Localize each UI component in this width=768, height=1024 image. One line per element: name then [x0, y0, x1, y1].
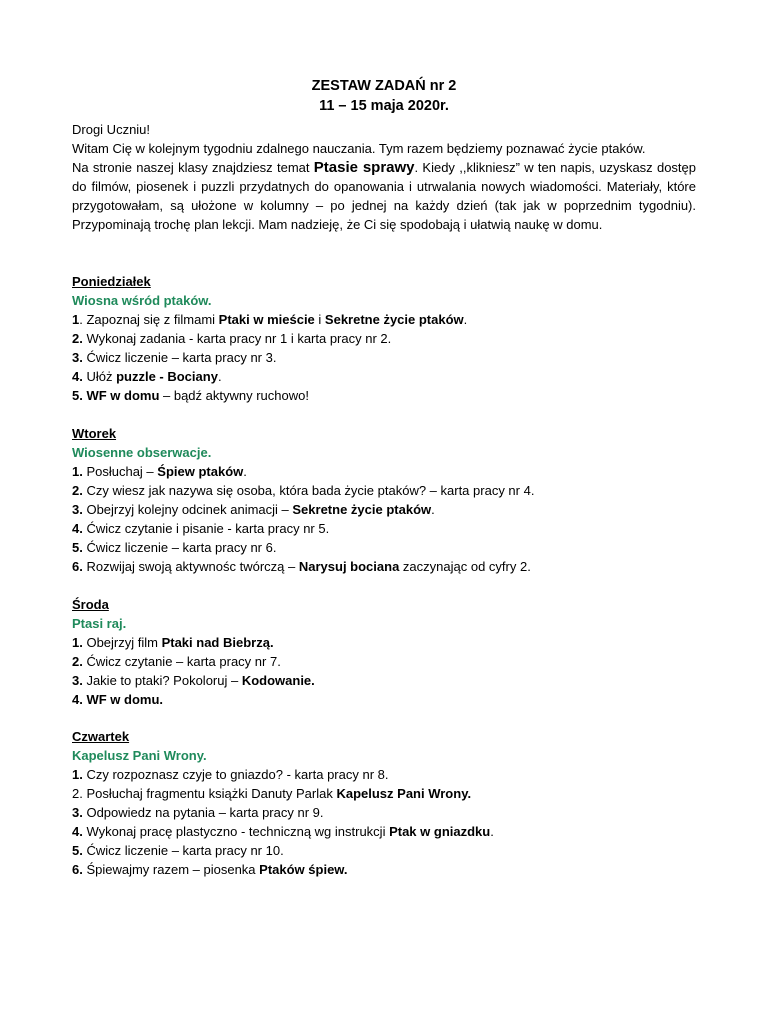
task-item: 4. Ułóż puzzle - Bociany.: [72, 369, 222, 384]
intro-text: . Kiedy ,,klikniesz” w ten napis, uzyskasz dostęp do filmów, piosenek i puzzli przydatnych do opanowania i utrwalania nowych wiadomości. Materiały, które przygotowałam, są ułożone w kolumny – po jednej na każdy dzień (tak jak w poprzednim tygodniu). Przypominają trochę plan lekcji. Mam nadzieję, że Ci się spodobają i ułatwią naukę w domu.: [72, 160, 696, 232]
task-item: 6. Rozwijaj swoją aktywnośc twórczą – Narysuj bociana zaczynając od cyfry 2.: [72, 559, 531, 574]
task-item: 5. WF w domu – bądź aktywny ruchowo!: [72, 388, 309, 403]
day-topic: Ptasi raj.: [72, 616, 127, 631]
task-item: 2. Czy wiesz jak nazywa się osoba, która bada życie ptaków? – karta pracy nr 4.: [72, 483, 535, 498]
task-item: 3. Jakie to ptaki? Pokoloruj – Kodowanie.: [72, 673, 315, 688]
task-item: 6. Śpiewajmy razem – piosenka Ptaków śpiew.: [72, 862, 348, 877]
task-item: 5. Ćwicz liczenie – karta pracy nr 10.: [72, 843, 284, 858]
task-item: 4. WF w domu.: [72, 692, 163, 707]
task-item: 3. Ćwicz liczenie – karta pracy nr 3.: [72, 350, 277, 365]
document-dates: 11 – 15 maja 2020r.: [319, 98, 449, 114]
day-name: Poniedziałek: [72, 274, 151, 289]
day-topic: Kapelusz Pani Wrony.: [72, 748, 207, 763]
task-item: 5. Ćwicz liczenie – karta pracy nr 6.: [72, 540, 277, 555]
task-item: 4. Wykonaj pracę plastyczno - techniczną wg instrukcji Ptak w gniazdku.: [72, 824, 494, 839]
day-name: Wtorek: [72, 426, 117, 441]
task-item: 3. Odpowiedz na pytania – karta pracy nr 9.: [72, 805, 324, 820]
intro-line: Witam Cię w kolejnym tygodniu zdalnego nauczania. Tym razem będziemy poznawać życie ptaków.: [72, 141, 646, 156]
task-item: 1. Obejrzyj film Ptaki nad Biebrzą.: [72, 635, 274, 650]
task-item: 1. Posłuchaj – Śpiew ptaków.: [72, 464, 247, 479]
day-tuesday: [72, 424, 696, 576]
intro-section: [72, 120, 696, 234]
day-monday: [72, 272, 696, 405]
day-thursday: [72, 727, 696, 879]
day-name: Czwartek: [72, 729, 130, 744]
task-item: 2. Ćwicz czytanie – karta pracy nr 7.: [72, 654, 281, 669]
intro-text: Na stronie naszej klasy znajdziesz temat: [72, 160, 314, 175]
task-item: 4. Ćwicz czytanie i pisanie - karta pracy nr 5.: [72, 521, 330, 536]
day-wednesday: [72, 595, 696, 709]
ptasie-sprawy-link[interactable]: Ptasie sprawy: [313, 159, 415, 176]
greeting: Drogi Uczniu!: [72, 122, 151, 137]
task-item: 3. Obejrzyj kolejny odcinek animacji – Sekretne życie ptaków.: [72, 502, 435, 517]
task-item: 1. Czy rozpoznasz czyje to gniazdo? - karta pracy nr 8.: [72, 767, 389, 782]
task-item: 2. Posłuchaj fragmentu książki Danuty Parlak Kapelusz Pani Wrony.: [72, 786, 472, 801]
day-topic: Wiosna wśród ptaków.: [72, 293, 212, 308]
intro-paragraph: [72, 158, 696, 234]
task-item: 2. Wykonaj zadania - karta pracy nr 1 i karta pracy nr 2.: [72, 331, 392, 346]
day-name: Środa: [72, 597, 109, 612]
task-item: 1. Zapoznaj się z filmami Ptaki w mieście i Sekretne życie ptaków.: [72, 312, 468, 327]
document-title: ZESTAW ZADAŃ nr 2: [311, 78, 457, 94]
day-topic: Wiosenne obserwacje.: [72, 445, 212, 460]
